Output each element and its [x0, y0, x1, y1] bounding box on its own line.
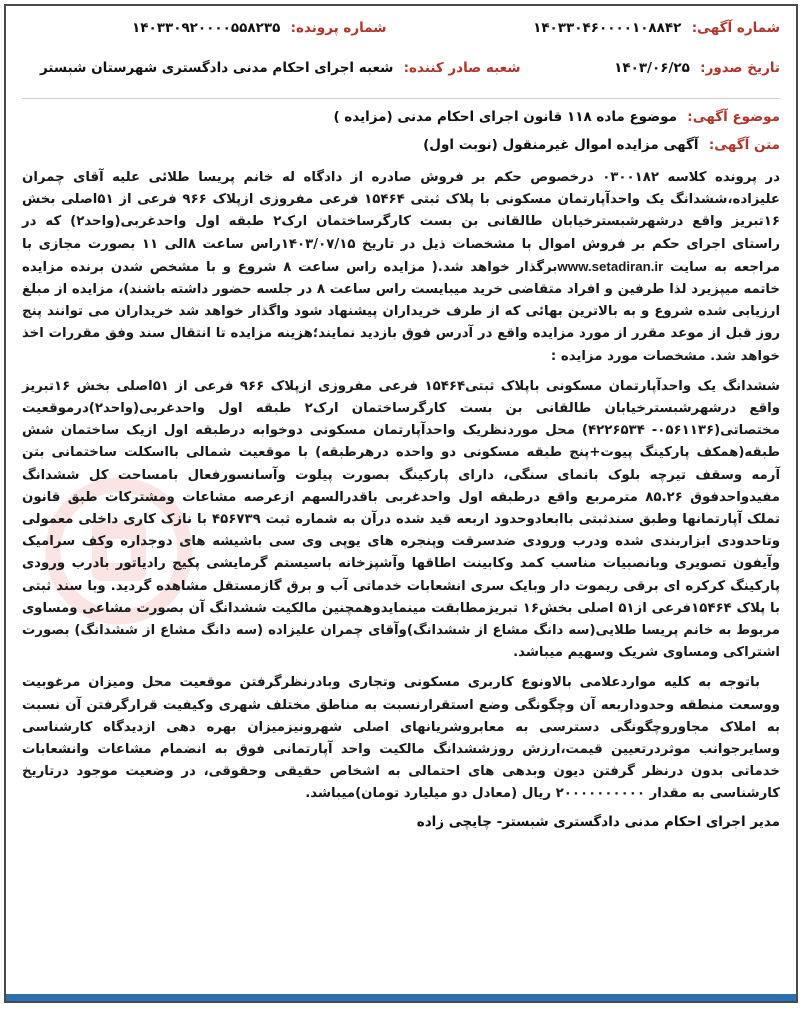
ad-text-line: [22, 137, 780, 153]
issue-date-value: ۱۴۰۳/۰۶/۲۵: [614, 60, 690, 76]
notice-frame: [4, 4, 798, 1003]
notice-page: [6, 6, 796, 830]
website-link[interactable]: www.setadiran.ir: [557, 258, 664, 274]
header-row-2: [22, 60, 780, 90]
issuer-value: شعبه اجرای احکام مدنی دادگستری شهرستان شبستر: [40, 60, 394, 76]
subject-value: موضوع ماده ۱۱۸ قانون اجرای احکام مدنی (مزایده ): [333, 109, 677, 125]
ad-text-label: متن آگهی:: [708, 137, 780, 153]
ad-number-value: ۱۴۰۳۳۰۴۶۰۰۰۰۱۰۸۸۴۲: [533, 20, 682, 36]
case-number-label: شماره پرونده:: [290, 20, 387, 36]
body-paragraph-2: ششدانگ یک واحدآپارتمان مسکونی باپلاک ثبتی۱۵۴۶۴ فرعی مفروزی ازپلاک ۹۶۶ فرعی از ۵۱اصلی بخش ۱۶تبریز واقع درشهرشبسترخیابان طالقانی بن بست کارگرساختمان ارک۲ طبقه اول واحدغربی(واحد۲)درموقعیت مختصاتی(۰۵۶۱۱۳۶- ۴۲۲۶۵۳۴) محل موردنظریک واحدآپارتمان مسکونی دوخوابه درطبقه اول ازیک ساختمان شش طبقه(همکف پارکینگ پیوت+پنج طبقه مسکونی دو واحده درهرطبقه) با موقعیت شمالی بااسکلت ساختمانی بتن آرمه وسقف تیرچه بلوک بانمای سنگی، دارای پارکینگ بصورت پیلوت وآسانسورفعال بامساحت کل ششدانگ مفیدواحدفوق ۸۵.۲۶ مترمربع واقع درطبقه اول واحدغربی باقدرالسهم ازعرصه مشاعات ومشترکات طبق قانون تملک آپارتمانها وطبق سندثبتی باابعادوحدود اربعه قید شده درآن به شماره ثبت ۴۵۶۷۳۹ با نازک کاری داخلی معمولی وتاحدودی ابزاربندی شده ودرب ورودی ضدسرقت وپنجره های یوپی وی سی باشیشه های دوجداره وکف سرامیک وآیفون تصویری وبانصبیات مناسب کمد وکابینت اطاقها وآشپزخانه باسیستم گرمایشی پکیج رادیاتور بادرب ورودی پارکینگ کرکره ای برقی ریموت دار وبایک سری انشعابات خدماتی آب و برق گازمستقل مشاهده گردید. وبا سند ثبتی با پلاک ۱۵۴۶۴فرعی از۵۱ اصلی بخش۱۶ تبریزمطابقت مینمایدوهمچنین مالکیت ششدانگ آن بصورت مشاعی ومساوی مربوط به خانم پریسا طلایی(سه دانگ مشاع از ششدانگ)وآقای چمران علیزاده (سه دانگ مشاع از ششدانگ) بصورت اشتراکی ومساوی شریک وسهیم میباشد.: [22, 378, 781, 661]
case-number: [132, 20, 387, 36]
subject-label: موضوع آگهی:: [687, 109, 780, 125]
issuer: [40, 60, 521, 76]
signature: مدیر اجرای احکام مدنی دادگستری شبستر- چایچی زاده: [416, 813, 780, 830]
issuer-label: شعبه صادر کننده:: [403, 60, 521, 76]
header-divider: [22, 98, 780, 99]
body-paragraph-1-part1: در پرونده کلاسه ۰۳۰۰۱۸۲ درخصوص حکم بر فروش صادره از دادگاه له خانم پریسا طلائی علیه آقای چمران علیزاده،ششدانگ یک واحدآپارتمان مسکونی با پلاک ثبتی ۱۵۴۶۴ فرعی مفروزی ازپلاک ۹۶۶ فرعی از ۵۱اصلی بخش ۱۶تبریز واقع درشهرشبسترخیابان طالقانی بن بست کارگرساختمان ارک۲ طبقه اول واحدغربی(واحد۲) که در راستای اجرای حکم بر فروش اموال با مشخصات ذیل در تاریخ ۱۴۰۳/۰۷/۱۵راس ساعت ۸الی ۱۱ بصورت مجازی با مراجعه به سایت: [22, 170, 781, 275]
header-row-1: [22, 20, 780, 50]
ad-number-label: شماره آگهی:: [691, 20, 780, 36]
case-number-value: ۱۴۰۳۳۰۹۲۰۰۰۰۵۵۸۲۳۵: [132, 20, 281, 36]
issue-date: [614, 60, 780, 76]
ad-text-value: آگهی مزایده اموال غیرمنقول (نوبت اول): [423, 137, 699, 153]
issue-date-label: تاریخ صدور:: [700, 60, 780, 76]
ad-number: [533, 20, 780, 36]
body-paragraph-1: [22, 167, 780, 368]
body-paragraph-1-part2: برگذار خواهد شد.( مزایده راس ساعت ۸ شروع و با مشخص شدن برنده مزایده خاتمه میپزیرد لذا طرفین و افراد متقاضی خرید میبایست راس ساعت ۸ در جلسه حضور داشته باشند)، مزایده از مبلغ ارزیابی شده شروع و به بالاترین بهائی که از طرف خریداران پیشنهاد شود واگذار خواهد شد خریداران می توانند پنج روز قبل از موعد مقرر از مورد مزایده واقع در آدرس فوق بازدید نمایند؛هزینه مزایده تا انتقال سند وفق مقررات اخذ خواهد شد. مشخصات مورد مزایده :: [22, 259, 781, 364]
body-paragraph-3: باتوجه به کلیه مواردعلامی بالاونوع کاربری مسکونی وتجاری وبادرنظرگرفتن موقعیت محل ومیزان مرغوبیت ووسعت منطقه وحدوداربعه آن وچگونگی وضع استقرارنسبت به مناطق مختلف شهری وکیفیت قرارگرفتن آن نسبت به املاک مجاوروچگونگی دسترسی به معابروشریانهای اصلی شهرونیزمیزان بهره دهی ازدیدگاه کارشناسی وسایرجوانب موثردرتعیین قیمت،ارزش روزششدانگ مالکیت واحد آپارتمانی فوق به انضمام مشاعات وانشعابات خدماتی بدون درنظر گرفتن دیون وبدهی های احتمالی به اشخاص حقیقی وحقوقی، در وضعیت موجود درتاریخ کارشناسی به مقدار ۲۰۰۰۰۰۰۰۰۰۰ ریال (معادل دو میلیارد تومان)میباشد.: [22, 675, 780, 802]
subject-line: [22, 109, 780, 125]
bottom-bar: [6, 994, 796, 1001]
